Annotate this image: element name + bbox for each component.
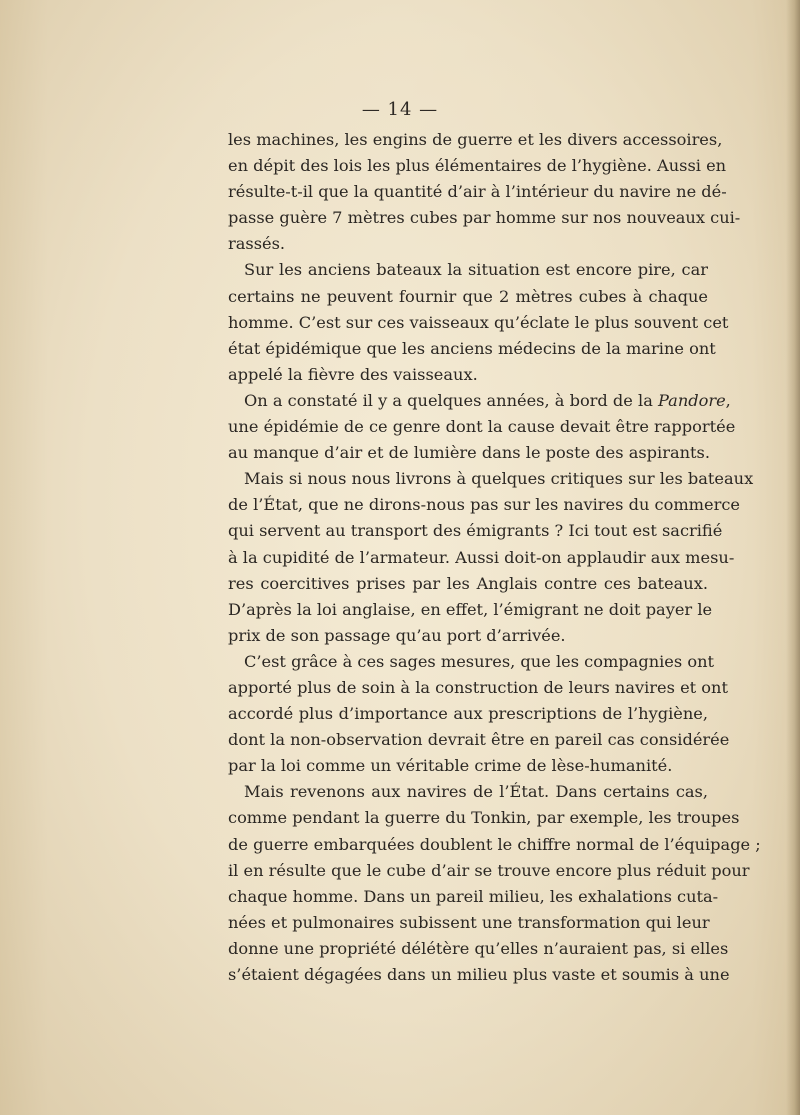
text-line: appelé la fièvre des vaisseaux. [228, 364, 478, 384]
text-line: Mais si nous nous livrons à quelques critiques sur les bateaux [244, 469, 754, 489]
text-line: Mais revenons aux navires de l’État. Dans certains cas, [244, 782, 708, 802]
text-line: prix de son passage qu’au port d’arrivée. [228, 625, 566, 645]
text-line: il en résulte que le cube d’air se trouve encore plus réduit pour [228, 860, 750, 880]
text-line: à la cupidité de l’armateur. Aussi doit-on applaudir aux mesu- [228, 547, 735, 567]
text-line: chaque homme. Dans un pareil milieu, les exhalations cuta- [228, 886, 719, 906]
text-line: de guerre embarquées doublent le chiffre normal de l’équipage ; [228, 834, 761, 854]
text-line: passe guère 7 mètres cubes par homme sur nos nouveaux cui- [228, 208, 741, 228]
text-line: certains ne peuvent fournir que 2 mètres cubes à chaque [228, 286, 708, 306]
text-line: dont la non-observation devrait être en pareil cas considérée [228, 730, 730, 750]
text-line: résulte-t-il que la quantité d’air à l’intérieur du navire ne dé- [228, 182, 727, 202]
text-line: qui servent au transport des émigrants ? Ici tout est sacrifié [228, 521, 723, 541]
text-line: de l’État, que ne dirons-nous pas sur les navires du commerce [228, 495, 740, 515]
text-line: homme. C’est sur ces vaisseaux qu’éclate le plus souvent cet [228, 312, 729, 332]
text-line: apporté plus de soin à la construction de leurs navires et ont [228, 677, 728, 697]
text-line: au manque d’air et de lumière dans le poste des aspirants. [228, 443, 710, 463]
text-line: On a constaté il y a quelques années, à bord de la Pandore, [244, 390, 731, 410]
text-line: une épidémie de ce genre dont la cause devait être rapportée [228, 417, 736, 437]
text-line: état épidémique que les anciens médecins de la marine ont [228, 338, 716, 358]
text-line: par la loi comme un véritable crime de lèse-humanité. [228, 756, 673, 776]
text-line: D’après la loi anglaise, en effet, l’émigrant ne doit payer le [228, 599, 713, 619]
text-line: nées et pulmonaires subissent une transformation qui leur [228, 912, 710, 932]
body-text [228, 127, 761, 988]
text-line: comme pendant la guerre du Tonkin, par exemple, les troupes [228, 808, 740, 828]
text-line: accordé plus d’importance aux prescriptions de l’hygiène, [228, 704, 708, 724]
text-line: donne une propriété délétère qu’elles n’auraient pas, si elles [228, 938, 729, 958]
text-line: res coercitives prises par les Anglais contre ces bateaux. [228, 573, 708, 593]
text-line: rassés. [228, 234, 286, 254]
text-line: s’étaient dégagées dans un milieu plus vaste et soumis à une [228, 965, 730, 984]
page-edge-shadow [786, 0, 800, 1115]
text-line: les machines, les engins de guerre et les divers accessoires, [228, 130, 723, 149]
text-line: Sur les anciens bateaux la situation est encore pire, car [244, 260, 708, 280]
text-line: C’est grâce à ces sages mesures, que les compagnies ont [244, 651, 715, 671]
page-number: — 14 — [361, 99, 439, 120]
text-line: en dépit des lois les plus élémentaires de l’hygiène. Aussi en [228, 156, 727, 176]
